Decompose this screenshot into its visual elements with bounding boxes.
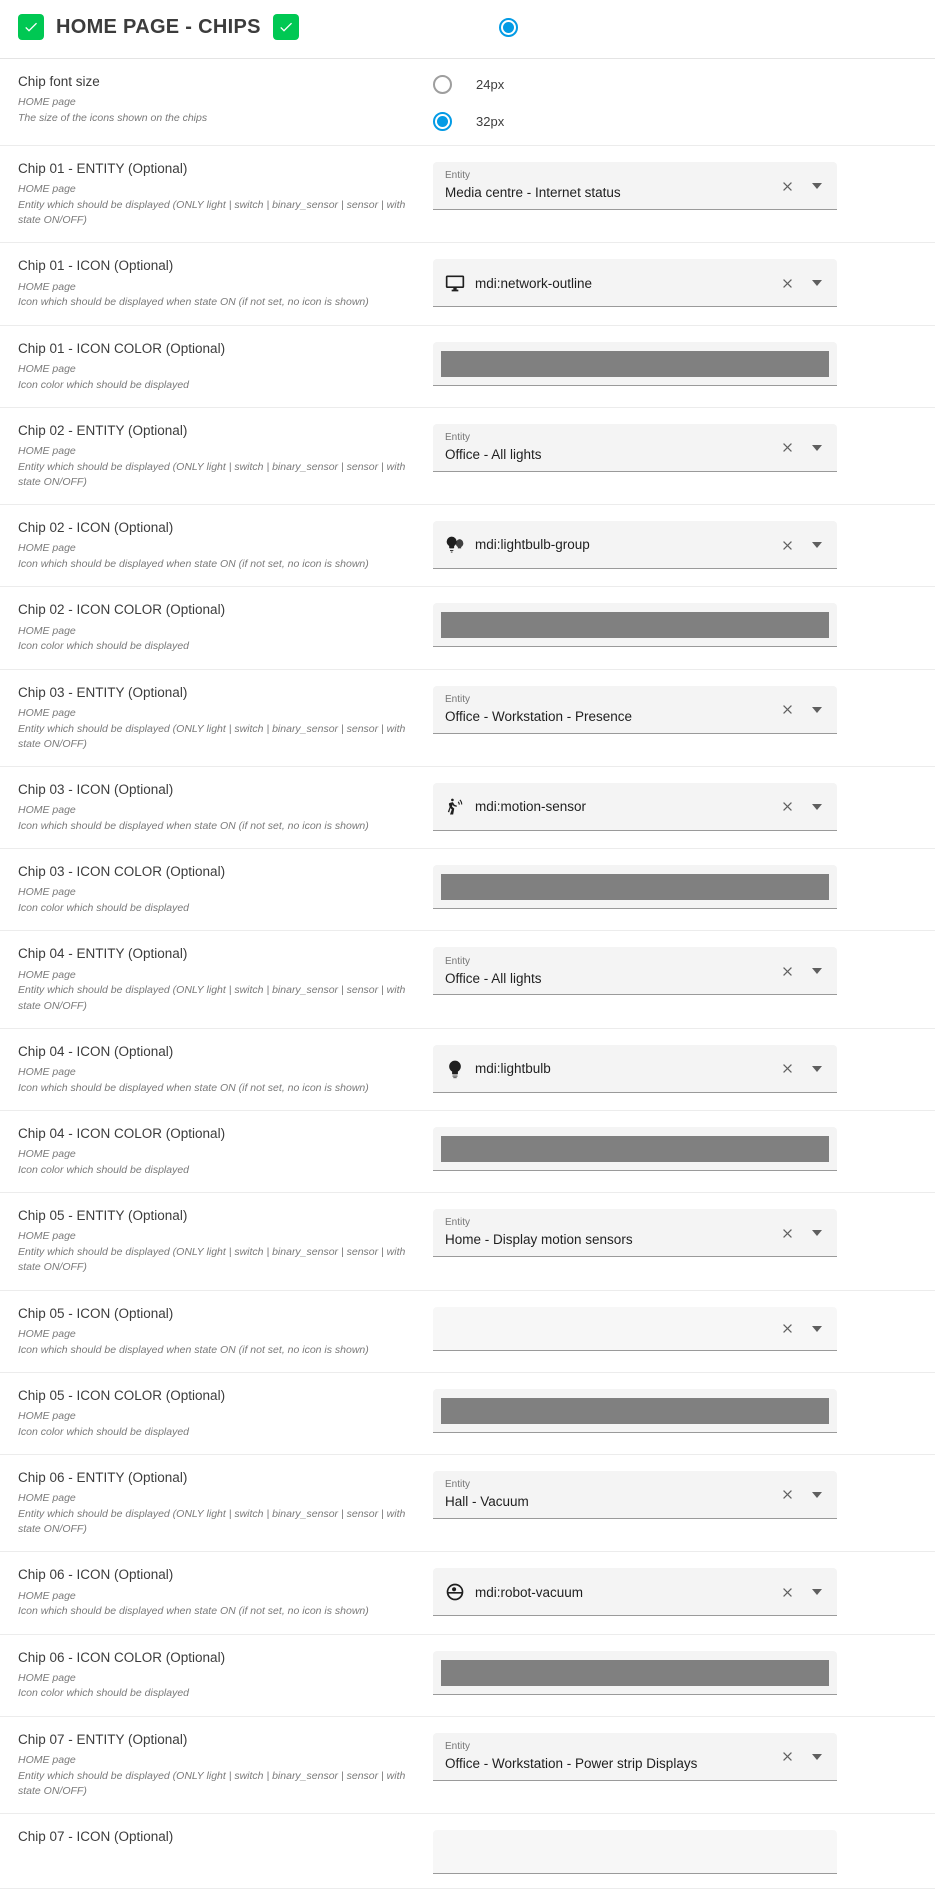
field-actions [777, 1223, 827, 1243]
row-label-block [18, 1469, 433, 1537]
field-actions [777, 273, 827, 293]
font-size-option-24[interactable] [433, 75, 504, 94]
setting-description: Icon color which should be displayed [18, 378, 190, 391]
setting-description: Icon which should be displayed when state ON (if not set, no icon is shown) [18, 296, 369, 309]
row-label-block [18, 1125, 433, 1178]
clear-icon[interactable] [777, 1223, 797, 1243]
chevron-down-icon[interactable] [807, 535, 827, 555]
setting-scope: HOME page [18, 1327, 76, 1340]
setting-title: Chip 06 - ICON (Optional) [18, 1567, 174, 1583]
settings-row [0, 1111, 935, 1193]
entity-select[interactable] [433, 686, 837, 734]
row-control-block [433, 863, 917, 909]
setting-scope: HOME page [18, 1589, 76, 1602]
setting-scope: HOME page [18, 886, 76, 899]
color-picker[interactable] [433, 1651, 837, 1695]
setting-scope: HOME page [18, 183, 76, 196]
clear-icon[interactable] [777, 797, 797, 817]
setting-title: Chip 03 - ENTITY (Optional) [18, 684, 188, 700]
entity-value: Hall - Vacuum [445, 1494, 529, 1510]
row-label-block [18, 1566, 433, 1619]
setting-scope: HOME page [18, 1409, 76, 1422]
entity-field-label: Entity [445, 1740, 471, 1752]
entity-field-label: Entity [445, 1217, 471, 1229]
row-label-block [18, 863, 433, 916]
row-control-block [433, 1043, 917, 1093]
color-picker[interactable] [433, 603, 837, 647]
row-control-block [433, 519, 917, 569]
setting-title: Chip 04 - ICON COLOR (Optional) [18, 1125, 226, 1141]
setting-description: Icon which should be displayed when state ON (if not set, no icon is shown) [18, 1081, 369, 1094]
page-title: HOME PAGE - CHIPS [56, 15, 261, 38]
chevron-down-icon[interactable] [807, 1059, 827, 1079]
header-radio-group [499, 18, 917, 37]
setting-title: Chip 03 - ICON (Optional) [18, 781, 174, 797]
field-actions [777, 1319, 827, 1339]
setting-title: Chip 01 - ICON (Optional) [18, 258, 174, 274]
row-control-block [433, 257, 917, 307]
settings-row [0, 243, 935, 325]
color-picker[interactable] [433, 865, 837, 909]
setting-title: Chip 04 - ICON (Optional) [18, 1043, 174, 1059]
row-label-block [18, 1043, 433, 1096]
setting-scope: HOME page [18, 362, 76, 375]
lightbulb-icon [445, 1059, 475, 1079]
row-label-block [18, 422, 433, 490]
setting-description: Icon which should be displayed when state ON (if not set, no icon is shown) [18, 819, 369, 832]
radio-24px-label: 24px [476, 77, 505, 92]
setting-description: Entity which should be displayed (ONLY light | switch | binary_sensor | sensor | with state ON/OFF) [18, 460, 406, 488]
chevron-down-icon[interactable] [807, 1747, 827, 1767]
row-label-block [18, 519, 433, 572]
clear-icon[interactable] [777, 438, 797, 458]
entity-value: Office - Workstation - Power strip Displays [445, 1755, 698, 1771]
setting-scope: HOME page [18, 968, 76, 981]
row-chip-font-size [0, 59, 935, 146]
settings-row [0, 1635, 935, 1717]
setting-title: Chip 06 - ENTITY (Optional) [18, 1469, 188, 1485]
font-size-option-32[interactable] [433, 112, 504, 131]
color-picker[interactable] [433, 1389, 837, 1433]
setting-scope: HOME page [18, 1230, 76, 1243]
field-actions [777, 1582, 827, 1602]
header-checkbox-left[interactable] [18, 14, 44, 40]
entity-select-inner [445, 1741, 769, 1773]
setting-scope: HOME page [18, 1065, 76, 1078]
icon-select[interactable] [433, 1568, 837, 1616]
setting-scope: HOME page [18, 280, 76, 293]
entity-select[interactable] [433, 424, 837, 472]
chevron-down-icon[interactable] [807, 273, 827, 293]
settings-row [0, 1814, 935, 1889]
chevron-down-icon[interactable] [807, 1582, 827, 1602]
icon-select-inner [475, 1060, 769, 1078]
icon-value: mdi:robot-vacuum [475, 1584, 584, 1600]
entity-select[interactable] [433, 162, 837, 210]
setting-scope: HOME page [18, 542, 76, 555]
clear-icon[interactable] [777, 1582, 797, 1602]
icon-select[interactable] [433, 259, 837, 307]
row-control-block [433, 422, 917, 472]
icon-select[interactable] [433, 783, 837, 831]
chevron-down-icon[interactable] [807, 1485, 827, 1505]
entity-value: Office - All lights [445, 447, 542, 462]
setting-description: Icon which should be displayed when state ON (if not set, no icon is shown) [18, 1605, 369, 1618]
entity-select[interactable] [433, 947, 837, 995]
setting-scope: HOME page [18, 445, 76, 457]
entity-select-inner [445, 956, 769, 988]
radio-32px[interactable] [433, 112, 452, 131]
setting-title: Chip 02 - ENTITY (Optional) [18, 422, 188, 438]
clear-icon[interactable] [777, 1485, 797, 1505]
row-label-block [18, 1305, 433, 1358]
row-label-block [18, 945, 433, 1013]
setting-description: Entity which should be displayed (ONLY light | switch | binary_sensor | sensor | with state ON/OFF) [18, 1246, 406, 1274]
field-actions [777, 1485, 827, 1505]
setting-description: Entity which should be displayed (ONLY light | switch | binary_sensor | sensor | with state ON/OFF) [18, 1769, 406, 1797]
entity-select-inner [445, 694, 769, 726]
field-actions [777, 797, 827, 817]
entity-field-label: Entity [445, 1479, 471, 1491]
color-picker[interactable] [433, 1127, 837, 1171]
chevron-down-icon[interactable] [807, 961, 827, 981]
row-control-block [433, 601, 917, 647]
clear-icon[interactable] [777, 1059, 797, 1079]
row-label-block [18, 684, 433, 752]
chevron-down-icon[interactable] [807, 700, 827, 720]
icon-value: mdi:motion-sensor [475, 799, 587, 815]
icon-select-inner [475, 1584, 769, 1602]
entity-field-label: Entity [445, 432, 471, 443]
chevron-down-icon[interactable] [807, 176, 827, 196]
setting-description: Icon color which should be displayed [18, 1163, 190, 1176]
setting-scope: HOME page [18, 96, 76, 109]
setting-description: Entity which should be displayed (ONLY light | switch | binary_sensor | sensor | with state ON/OFF) [18, 722, 406, 750]
row-label-block [18, 1731, 433, 1799]
font-size-radio-group [433, 75, 504, 131]
entity-value: Office - All lights [445, 970, 542, 986]
row-label-block [18, 257, 433, 310]
field-actions [777, 176, 827, 196]
color-swatch[interactable] [441, 1660, 829, 1686]
icon-select-inner [475, 536, 769, 554]
color-swatch[interactable] [441, 612, 829, 638]
row-control-block [433, 1207, 917, 1257]
entity-field-label: Entity [445, 693, 471, 705]
color-swatch[interactable] [441, 874, 829, 900]
row-control-block [433, 1305, 917, 1351]
clear-icon[interactable] [777, 1747, 797, 1767]
icon-select[interactable] [433, 1307, 837, 1351]
row-label-block [18, 601, 433, 654]
icon-select[interactable] [433, 521, 837, 569]
row-control-block [433, 1125, 917, 1171]
radio-24px[interactable] [433, 75, 452, 94]
setting-description: The size of the icons shown on the chips [18, 111, 208, 124]
settings-row [0, 408, 935, 505]
entity-select-inner [445, 170, 769, 202]
chevron-down-icon[interactable] [807, 797, 827, 817]
color-swatch[interactable] [441, 351, 829, 377]
row-control-block [433, 1566, 917, 1616]
icon-select-inner [475, 798, 769, 816]
field-actions [777, 1747, 827, 1767]
icon-select[interactable] [433, 1045, 837, 1093]
icon-select[interactable] [433, 1830, 837, 1874]
setting-title: Chip font size [18, 74, 100, 89]
row-label-block [18, 1649, 433, 1702]
setting-title: Chip 02 - ICON (Optional) [18, 520, 174, 536]
row-label-block [18, 73, 433, 126]
settings-row [0, 505, 935, 587]
entity-field-label: Entity [445, 170, 471, 182]
clear-icon[interactable] [777, 176, 797, 196]
chevron-down-icon[interactable] [807, 1319, 827, 1339]
setting-title: Chip 07 - ENTITY (Optional) [18, 1731, 188, 1747]
icon-value: mdi:lightbulb-group [475, 537, 590, 553]
row-control-block [433, 1387, 917, 1433]
entity-select[interactable] [433, 1471, 837, 1519]
setting-title: Chip 03 - ICON COLOR (Optional) [18, 864, 226, 880]
entity-value: Media centre - Internet status [445, 185, 621, 201]
settings-row [0, 587, 935, 669]
setting-scope: HOME page [18, 1148, 76, 1161]
settings-row [0, 1552, 935, 1634]
setting-description: Icon which should be displayed when state ON (if not set, no icon is shown) [18, 558, 369, 571]
row-control-block [433, 160, 917, 210]
row-control-block [433, 1828, 917, 1874]
icon-select-inner [475, 275, 769, 293]
setting-scope: HOME page [18, 1492, 76, 1505]
setting-description: Icon which should be displayed when state ON (if not set, no icon is shown) [18, 1343, 369, 1356]
entity-value: Office - Workstation - Presence [445, 708, 633, 724]
settings-row [0, 931, 935, 1028]
settings-row [0, 1029, 935, 1111]
settings-row [0, 849, 935, 931]
setting-title: Chip 07 - ICON (Optional) [18, 1829, 174, 1845]
settings-row [0, 1373, 935, 1455]
row-control-block [433, 945, 917, 995]
field-actions [777, 535, 827, 555]
monitor-icon [445, 273, 475, 293]
setting-scope: HOME page [18, 624, 76, 637]
settings-row [0, 326, 935, 408]
color-swatch[interactable] [441, 1136, 829, 1162]
setting-title: Chip 04 - ENTITY (Optional) [18, 946, 188, 962]
settings-row [0, 670, 935, 767]
clear-icon[interactable] [777, 535, 797, 555]
setting-scope: HOME page [18, 804, 76, 817]
setting-description: Icon color which should be displayed [18, 640, 190, 653]
row-control-block [433, 781, 917, 831]
clear-icon[interactable] [777, 961, 797, 981]
row-control-block [433, 73, 917, 131]
row-label-block [18, 160, 433, 228]
settings-row [0, 767, 935, 849]
row-control-block [433, 1731, 917, 1781]
field-actions [777, 700, 827, 720]
clear-icon[interactable] [777, 700, 797, 720]
setting-description: Icon color which should be displayed [18, 1425, 190, 1438]
entity-value: Home - Display motion sensors [445, 1232, 633, 1248]
color-picker[interactable] [433, 342, 837, 386]
field-actions [777, 438, 827, 458]
setting-description: Entity which should be displayed (ONLY light | switch | binary_sensor | sensor | with state ON/OFF) [18, 1507, 406, 1536]
header-checkbox-right[interactable] [273, 14, 299, 40]
settings-row [0, 1717, 935, 1814]
setting-scope: HOME page [18, 1671, 76, 1684]
entity-select[interactable] [433, 1733, 837, 1781]
clear-icon[interactable] [777, 273, 797, 293]
settings-row [0, 146, 935, 243]
setting-title: Chip 01 - ICON COLOR (Optional) [18, 340, 226, 356]
row-control-block [433, 684, 917, 734]
row-control-block [433, 1649, 917, 1695]
row-control-block [433, 340, 917, 386]
header-radio[interactable] [499, 18, 518, 37]
setting-title: Chip 06 - ICON COLOR (Optional) [18, 1649, 226, 1665]
settings-row [0, 1455, 935, 1552]
setting-title: Chip 05 - ICON COLOR (Optional) [18, 1387, 226, 1403]
entity-select[interactable] [433, 1209, 837, 1257]
setting-title: Chip 05 - ICON (Optional) [18, 1305, 174, 1321]
settings-rows [0, 146, 935, 1889]
clear-icon[interactable] [777, 1319, 797, 1339]
setting-scope: HOME page [18, 1753, 76, 1766]
entity-select-inner [445, 1217, 769, 1249]
setting-scope: HOME page [18, 706, 76, 719]
setting-title: Chip 05 - ENTITY (Optional) [18, 1208, 188, 1224]
row-label-block [18, 340, 433, 393]
setting-description: Icon color which should be displayed [18, 902, 190, 915]
setting-description: Icon color which should be displayed [18, 1687, 190, 1700]
setting-description: Entity which should be displayed (ONLY light | switch | binary_sensor | sensor | with state ON/OFF) [18, 198, 406, 227]
motion-sensor-icon [445, 797, 475, 817]
chevron-down-icon[interactable] [807, 438, 827, 458]
row-label-block [18, 1207, 433, 1275]
chevron-down-icon[interactable] [807, 1223, 827, 1243]
entity-field-label: Entity [445, 955, 471, 967]
entity-select-inner [445, 1479, 769, 1511]
radio-32px-label: 32px [476, 114, 505, 129]
settings-row [0, 1193, 935, 1290]
setting-description: Entity which should be displayed (ONLY light | switch | binary_sensor | sensor | with state ON/OFF) [18, 984, 406, 1012]
setting-title: Chip 01 - ENTITY (Optional) [18, 161, 188, 176]
row-label-block [18, 1828, 433, 1846]
row-label-block [18, 781, 433, 834]
icon-value: mdi:network-outline [475, 275, 593, 291]
field-actions [777, 961, 827, 981]
color-swatch[interactable] [441, 1398, 829, 1424]
robot-vacuum-icon [445, 1582, 475, 1602]
lightbulb-group-icon [445, 535, 475, 555]
icon-value: mdi:lightbulb [475, 1060, 551, 1076]
row-label-block [18, 1387, 433, 1440]
field-actions [777, 1059, 827, 1079]
entity-select-inner [445, 432, 769, 464]
row-control-block [433, 1469, 917, 1519]
settings-row [0, 1291, 935, 1373]
setting-title: Chip 02 - ICON COLOR (Optional) [18, 602, 226, 618]
page-header [0, 0, 935, 59]
